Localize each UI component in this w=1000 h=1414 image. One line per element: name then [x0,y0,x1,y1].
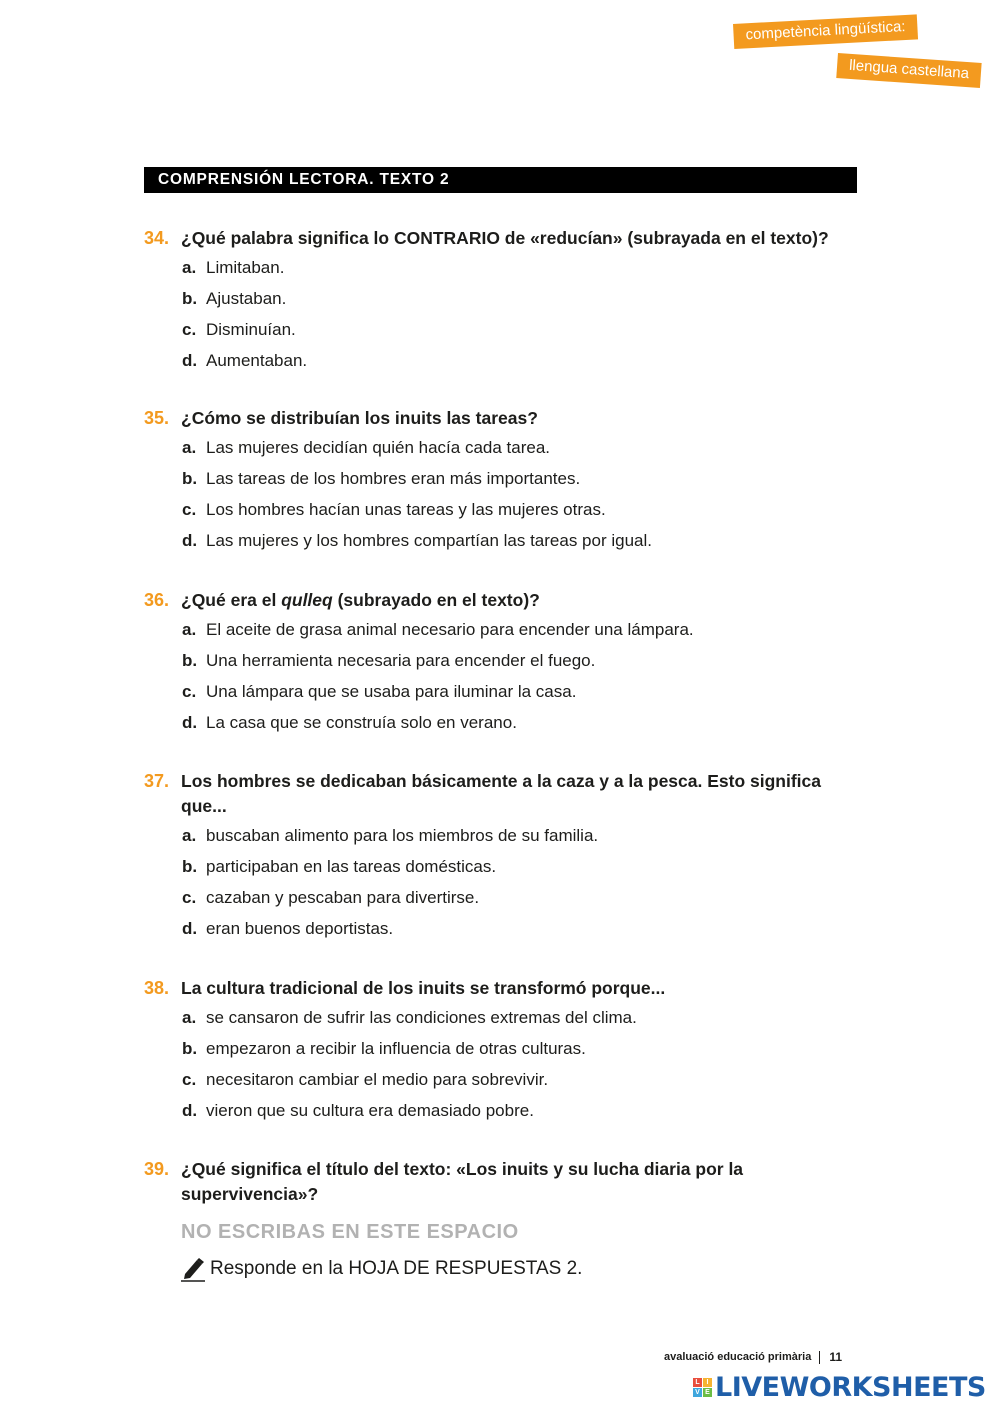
option-letter: d. [182,919,198,938]
option-a [182,619,864,650]
option-text: Aumentaban. [206,351,308,370]
option-a [182,825,864,856]
option-d [182,712,864,743]
option-d [182,1100,864,1131]
question-text: La cultura tradicional de los inuits se transformó porque... [181,978,666,998]
pencil-icon [181,1256,205,1282]
option-letter: a. [182,1008,197,1027]
option-letter: b. [182,469,198,488]
page-footer [664,1350,842,1364]
option-c [182,319,864,350]
option-b [182,1038,864,1069]
question-35 [144,406,864,561]
option-letter: c. [182,320,197,339]
option-text: Ajustaban. [206,289,287,308]
page-number: 11 [829,1350,843,1364]
section-title: COMPRENSIÓN LECTORA. TEXTO 2 [144,167,857,193]
italic-term: qulleq [281,590,333,610]
logo-letter: V [693,1388,702,1397]
question-37 [144,769,864,949]
footer-divider [819,1351,820,1364]
option-text: participaban en las tareas domésticas. [206,857,497,876]
option-b [182,468,864,499]
option-letter: a. [182,438,197,457]
question-number: 37. [144,771,170,791]
question-text: ¿Cómo se distribuían los inuits las tareas? [181,408,538,428]
question-38 [144,976,864,1131]
option-text: Los hombres hacían unas tareas y las mujeres otras. [206,500,606,519]
question-text: Los hombres se dedicaban básicamente a la caza y a la pesca. Esto significa que... [181,771,821,816]
liveworksheets-logo [693,1372,986,1403]
subject-tag: competència lingüística: [733,14,918,49]
option-letter: d. [182,1101,198,1120]
option-b [182,288,864,319]
logo-letter: E [703,1388,712,1397]
option-letter: d. [182,531,198,550]
option-text: Las mujeres decidían quién hacía cada tarea. [206,438,551,457]
option-b [182,856,864,887]
option-letter: d. [182,351,198,370]
option-text: cazaban y pescaban para divertirse. [206,888,480,907]
option-text: se cansaron de sufrir las condiciones extremas del clima. [206,1008,637,1027]
logo-letter: I [703,1378,712,1387]
option-letter: b. [182,651,198,670]
option-letter: d. [182,713,198,732]
option-a [182,437,864,468]
answer-sheet-instruction [181,1256,582,1282]
option-text: buscaban alimento para los miembros de su familia. [206,826,599,845]
logo-wordmark: LIVEWORKSHEETS [715,1372,986,1403]
question-text: ¿Qué palabra significa lo CONTRARIO de «reducían» (subrayada en el texto)? [181,228,829,248]
question-36 [144,588,864,743]
option-b [182,650,864,681]
option-text: El aceite de grasa animal necesario para encender una lámpara. [206,620,694,639]
option-text: Las tareas de los hombres eran más importantes. [206,469,581,488]
option-text: vieron que su cultura era demasiado pobre. [206,1101,534,1120]
option-d [182,530,864,561]
question-34 [144,226,864,381]
option-text: empezaron a recibir la influencia de otras culturas. [206,1039,586,1058]
question-number: 34. [144,228,170,248]
option-letter: c. [182,888,197,907]
option-text: Disminuían. [206,320,296,339]
option-letter: b. [182,857,198,876]
footer-label: avaluació educació primària [664,1351,812,1363]
option-text: Limitaban. [206,258,285,277]
option-letter: c. [182,500,197,519]
respond-text: Responde en la HOJA DE RESPUESTAS 2. [210,1258,583,1279]
question-number: 35. [144,408,170,428]
question-number: 38. [144,978,170,998]
option-d [182,350,864,381]
option-a [182,1007,864,1038]
option-text: Las mujeres y los hombres compartían las tareas por igual. [206,531,652,550]
question-text: ¿Qué era el qulleq (subrayado en el texto)? [181,590,540,610]
option-letter: a. [182,826,197,845]
question-text: ¿Qué significa el título del texto: «Los inuits y su lucha diaria por la supervivencia»? [181,1159,744,1204]
option-text: La casa que se construía solo en verano. [206,713,517,732]
question-number: 36. [144,590,170,610]
option-text: eran buenos deportistas. [206,919,394,938]
option-text: Una herramienta necesaria para encender el fuego. [206,651,596,670]
option-text: Una lámpara que se usaba para iluminar la casa. [206,682,577,701]
option-text: necesitaron cambiar el medio para sobrevivir. [206,1070,549,1089]
option-c [182,681,864,712]
no-write-notice: NO ESCRIBAS EN ESTE ESPACIO [181,1221,519,1243]
option-letter: a. [182,620,197,639]
option-letter: a. [182,258,197,277]
question-39 [144,1157,864,1207]
live-logo-grid [693,1378,712,1397]
option-c [182,499,864,530]
language-tag: llengua castellana [836,53,981,88]
option-c [182,1069,864,1100]
option-letter: c. [182,682,197,701]
option-c [182,887,864,918]
option-letter: b. [182,289,198,308]
option-letter: c. [182,1070,197,1089]
option-a [182,257,864,288]
option-d [182,918,864,949]
logo-letter: L [693,1378,702,1387]
option-letter: b. [182,1039,198,1058]
question-number: 39. [144,1159,170,1179]
